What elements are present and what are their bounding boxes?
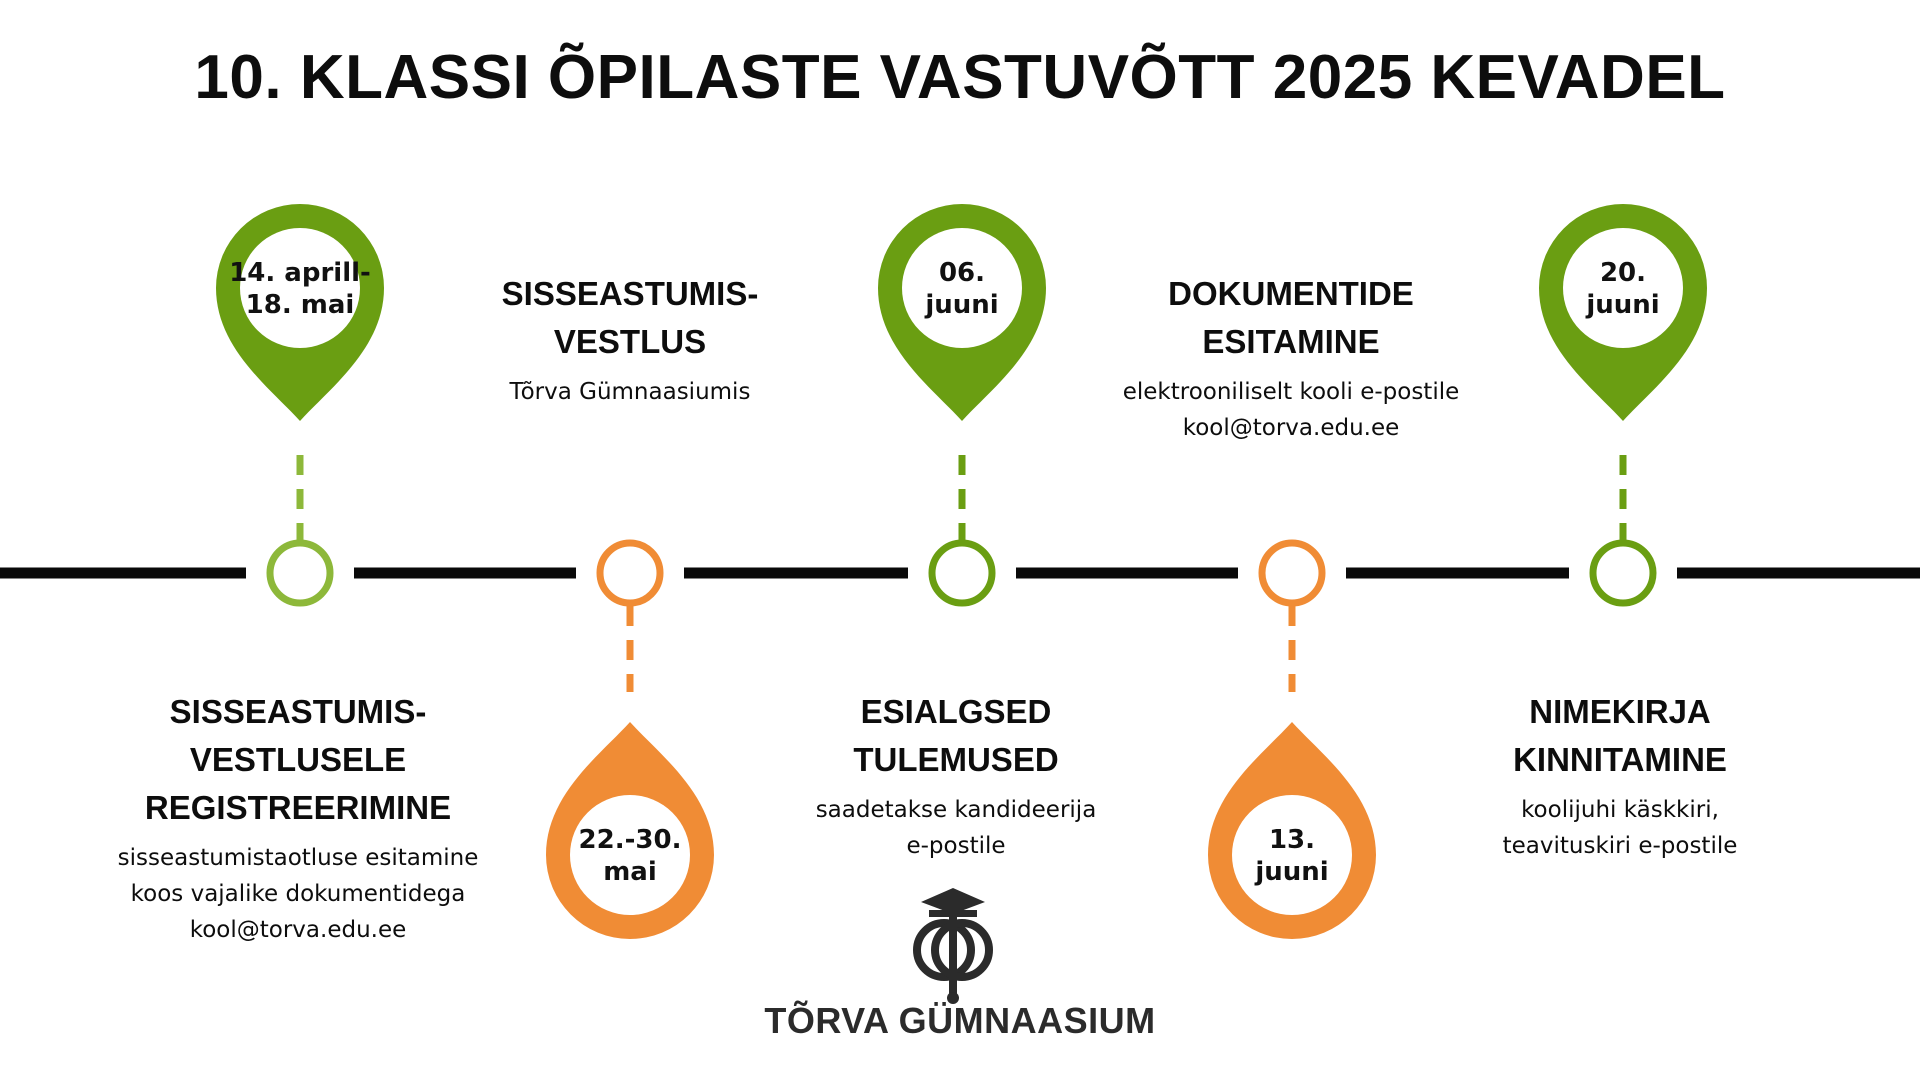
step-description: Tõrva Gümnaasiumis xyxy=(509,379,751,405)
pin-date-line: juuni xyxy=(1586,290,1660,320)
timeline-node xyxy=(600,543,660,603)
school-emblem-icon xyxy=(917,888,989,1004)
timeline-node xyxy=(270,543,330,603)
pin-date-line: 18. mai xyxy=(245,290,355,320)
step-heading: SISSEASTUMIS- VESTLUSELE REGISTREERIMINE xyxy=(144,693,452,826)
pin-date-line: 14. aprill- xyxy=(229,258,371,288)
pin-date-line: 13. xyxy=(1268,825,1316,855)
timeline-node xyxy=(1593,543,1653,603)
step-heading: ESIALGSED TULEMUSED xyxy=(853,693,1059,778)
step-registration xyxy=(78,688,518,948)
timeline-node xyxy=(932,543,992,603)
school-name: TÕRVA GÜMNAASIUM xyxy=(764,1000,1156,1041)
timeline-step-3 xyxy=(878,204,1046,603)
step-heading: SISSEASTUMIS- VESTLUS xyxy=(501,275,759,360)
pin-inner xyxy=(902,228,1022,348)
pin-inner xyxy=(240,228,360,348)
pin-date-line: 22.-30. xyxy=(578,825,682,855)
pin-date-line: 06. xyxy=(938,258,986,288)
pin-inner xyxy=(570,795,690,915)
step-heading: NIMEKIRJA KINNITAMINE xyxy=(1513,693,1727,778)
step-description: koolijuhi käskkiri, teavituskiri e-postile xyxy=(1502,797,1738,859)
step-interview xyxy=(410,270,850,410)
timeline-step-4 xyxy=(1208,543,1376,939)
timeline-step-1 xyxy=(216,204,384,603)
pin-date-line: juuni xyxy=(925,290,999,320)
pin-inner xyxy=(1232,795,1352,915)
pin-date-line: 20. xyxy=(1599,258,1647,288)
page-title: 10. KLASSI ÕPILASTE VASTUVÕTT 2025 KEVADEL xyxy=(194,43,1726,112)
step-heading: DOKUMENTIDE ESITAMINE xyxy=(1168,275,1414,360)
step-preliminary-results xyxy=(736,688,1176,864)
pin-date-line: mai xyxy=(603,857,657,887)
step-description: saadetakse kandideerija e-postile xyxy=(815,797,1097,859)
step-list-confirmation xyxy=(1400,688,1840,864)
timeline-node xyxy=(1262,543,1322,603)
step-description: elektrooniliselt kooli e-postile kool@torva.edu.ee xyxy=(1122,379,1460,441)
timeline-step-5 xyxy=(1539,204,1707,603)
pin-date-line: juuni xyxy=(1255,857,1329,887)
pin-inner xyxy=(1563,228,1683,348)
step-documents xyxy=(1071,270,1511,446)
timeline-step-2 xyxy=(546,543,714,939)
step-description: sisseastumistaotluse esitamine koos vajalike dokumentidega kool@torva.edu.ee xyxy=(117,845,479,943)
